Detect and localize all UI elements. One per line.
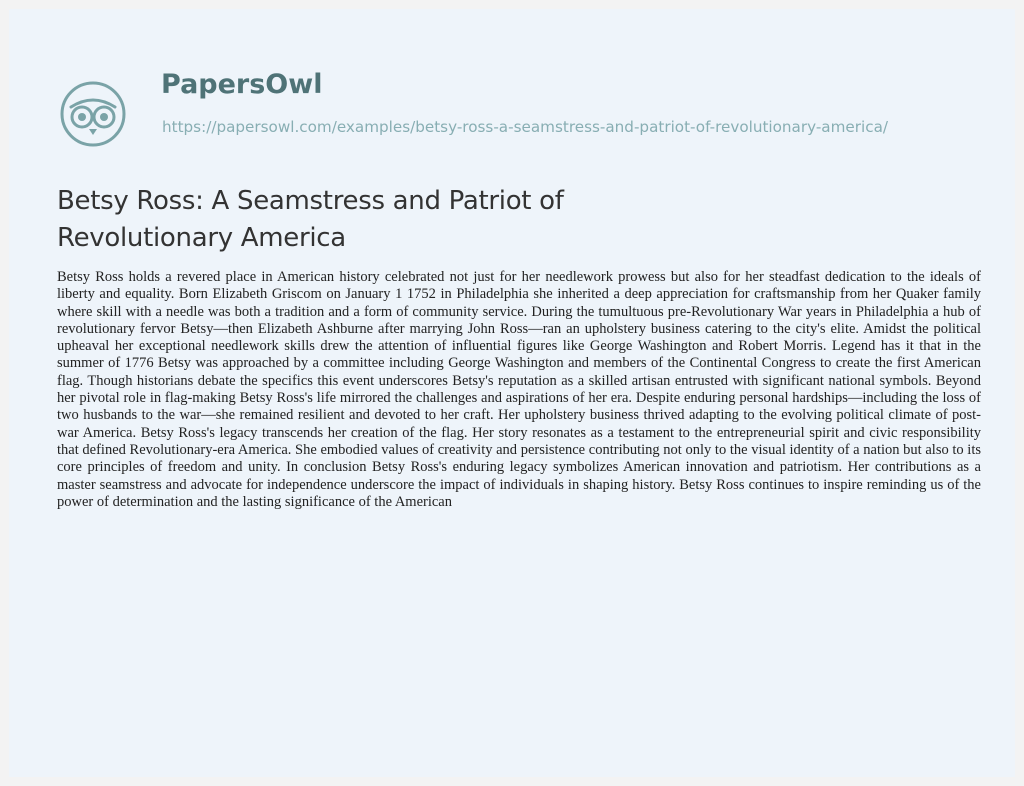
brand-name: PapersOwl [161,69,323,100]
essay-body: Betsy Ross holds a revered place in American history celebrated not just for her needlework prowess but also for her steadfast dedication to the ideals of liberty and equality. Born Elizabeth Griscom on January 1 1752 in Philadelphia she inherited a deep appreciation for craftsmanship from her Quaker family where skill with a needle was both a tradition and a form of community service. During the tumultuous pre-Revolutionary War years in Philadelphia a hub of revolutionary fervor Betsy—then Elizabeth Ashburne after marrying John Ross—ran an upholstery business catering to the city's elite. Amidst the political upheaval her exceptional needlework skills drew the attention of influential figures like George Washington and Robert Morris. Legend has it that in the summer of 1776 Betsy was approached by a committee including George Washington and members of the Continental Congress to create the first American flag. Though historians debate the specifics this event underscores Betsy's reputation as a skilled artisan entrusted with significant national symbols. Beyond her pivotal role in flag-making Betsy Ross's life mirrored the challenges and aspirations of her era. Despite enduring personal hardships—including the loss of two husbands to the war—she remained resilient and devoted to her craft. Her upholstery business thrived adapting to the evolving political climate of post-war America. Betsy Ross's legacy transcends her creation of the flag. Her story resonates as a testament to the entrepreneurial spirit and civic responsibility that defined Revolutionary-era America. She embodied values of creativity and persistence contributing not only to the visual identity of a nation but also to its core principles of freedom and unity. In conclusion Betsy Ross's enduring legacy symbolizes American innovation and patriotism. Her contributions as a master seamstress and advocate for independence underscore the impact of individuals in shaping history. Betsy Ross continues to inspire reminding us of the power of determination and the lasting significance of the American [57,269,981,510]
owl-logo-icon [58,79,128,149]
essay-page [9,9,1015,777]
essay-title: Betsy Ross: A Seamstress and Patriot of Revolutionary America [57,186,564,253]
source-url[interactable]: https://papersowl.com/examples/betsy-ross-a-seamstress-and-patriot-of-revolutionary-america/ [162,118,888,136]
